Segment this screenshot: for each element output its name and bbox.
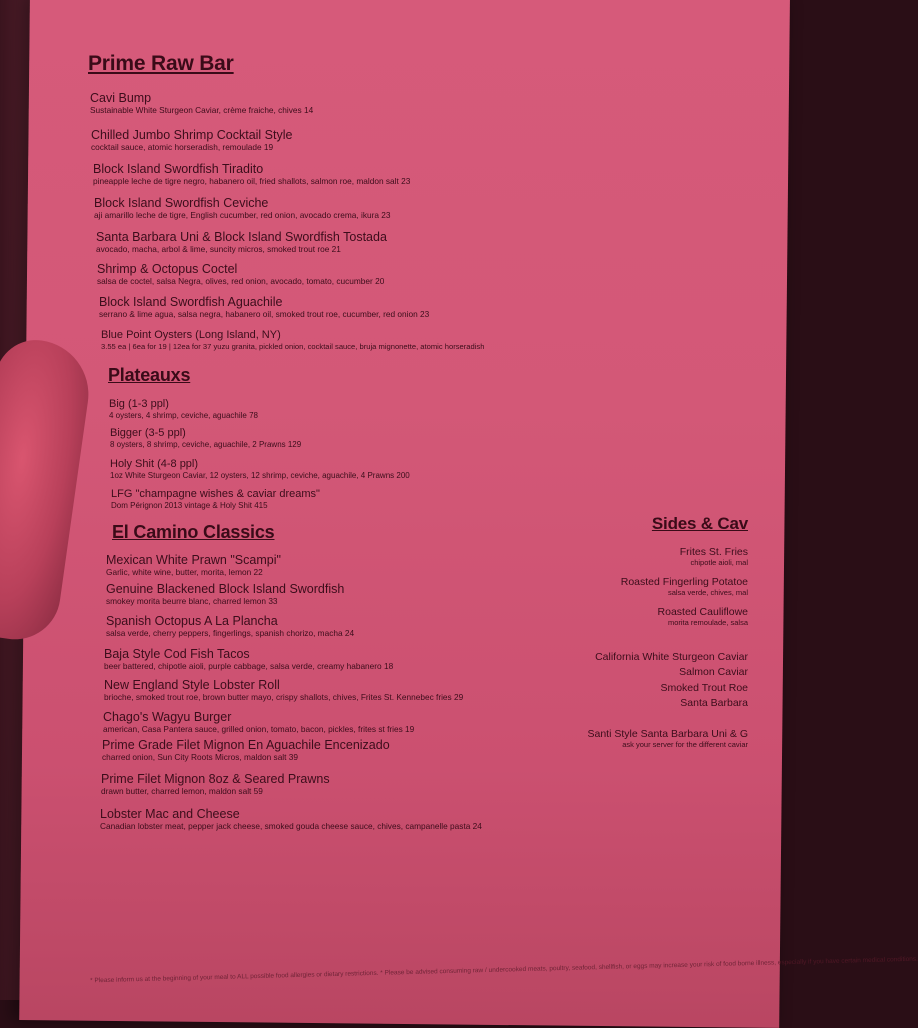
caviar-item: Salmon Caviar	[679, 666, 748, 678]
item-desc: salsa de coctel, salsa Negra, olives, red onion, avocado, tomato, cucumber 20	[97, 276, 385, 286]
item-name: Big (1-3 ppl)	[109, 398, 169, 410]
section-title-classics: El Camino Classics	[112, 522, 275, 542]
item-name: Santi Style Santa Barbara Uni & G	[587, 728, 748, 740]
item-desc: morita remoulade, salsa	[667, 618, 748, 627]
item-desc: 3.55 ea | 6ea for 19 | 12ea for 37 yuzu granita, pickled onion, cocktail sauce, bruja mignonette, atomic horseradish	[101, 342, 485, 351]
item-name: Lobster Mac and Cheese	[100, 807, 240, 821]
menu-item	[109, 397, 258, 421]
menu-item	[99, 295, 429, 319]
side-item	[621, 576, 748, 597]
item-name: Bigger (3-5 ppl)	[110, 427, 186, 439]
menu-item	[104, 647, 393, 671]
item-desc: american, Casa Pantera sauce, grilled onion, tomato, bacon, pickles, frites st fries 19	[103, 724, 415, 734]
menu-item	[110, 426, 301, 450]
item-desc: pineapple leche de tigre negro, habanero oil, fried shallots, salmon roe, maldon salt 23	[93, 176, 411, 186]
item-desc: avocado, macha, arbol & lime, suncity micros, smoked trout roe 21	[96, 244, 341, 254]
menu-item	[106, 553, 281, 577]
menu-item	[106, 582, 344, 606]
item-desc: Garlic, white wine, butter, morita, lemon 22	[106, 567, 263, 577]
menu-item	[94, 196, 391, 220]
section-title-plateaux: Plateauxs	[108, 365, 191, 385]
menu-item	[93, 162, 410, 186]
menu-item	[106, 614, 354, 638]
side-item	[680, 546, 748, 567]
item-desc: 1oz White Sturgeon Caviar, 12 oysters, 12 shrimp, ceviche, aguachile, 4 Prawns 200	[110, 471, 410, 480]
item-name: Santa Barbara Uni & Block Island Swordfish Tostada	[96, 230, 387, 244]
section-title-raw-bar: Prime Raw Bar	[88, 52, 234, 75]
menu-item	[111, 487, 320, 511]
menu-item	[97, 262, 384, 286]
item-desc: chipotle aioli, mal	[690, 558, 748, 567]
section-title-sides: Sides & Cav	[651, 514, 748, 533]
item-name: Spanish Octopus A La Plancha	[106, 614, 278, 628]
item-desc: cocktail sauce, atomic horseradish, remoulade 19	[91, 142, 274, 152]
item-desc: Sustainable White Sturgeon Caviar, crème fraiche, chives 14	[90, 105, 314, 115]
menu-item	[96, 230, 387, 254]
caviar-item: Santa Barbara	[680, 697, 748, 709]
item-desc: drawn butter, charred lemon, maldon salt 59	[101, 786, 263, 796]
menu-item	[110, 457, 410, 481]
item-name: Prime Filet Mignon 8oz & Seared Prawns	[101, 772, 330, 786]
menu-item	[91, 128, 292, 152]
item-name: Cavi Bump	[90, 91, 152, 105]
uni-item	[588, 728, 749, 749]
item-name: Prime Grade Filet Mignon En Aguachile Encenizado	[102, 738, 390, 752]
item-name: Blue Point Oysters (Long Island, NY)	[101, 329, 281, 341]
item-desc: ask your server for the different caviar	[622, 740, 748, 749]
item-desc: brioche, smoked trout roe, brown butter mayo, crispy shallots, chives, Frites St. Kennebec fries 29	[104, 692, 464, 702]
item-name: Block Island Swordfish Aguachile	[99, 295, 283, 309]
menu-item	[90, 91, 313, 115]
side-item	[658, 606, 748, 627]
menu-item	[103, 710, 414, 734]
item-name: Holy Shit (4-8 ppl)	[110, 458, 199, 470]
item-desc: salsa verde, cherry peppers, fingerlings, spanish chorizo, macha 24	[106, 628, 355, 638]
item-name: Chilled Jumbo Shrimp Cocktail Style	[91, 128, 293, 142]
item-name: New England Style Lobster Roll	[104, 678, 280, 692]
menu-item	[101, 328, 484, 352]
item-name: Mexican White Prawn "Scampi"	[106, 553, 281, 567]
item-desc: aji amarillo leche de tigre, English cucumber, red onion, avocado crema, ikura 23	[94, 210, 391, 220]
caviar-item: California White Sturgeon Caviar	[595, 651, 748, 663]
menu-item	[104, 678, 463, 702]
item-name: Baja Style Cod Fish Tacos	[104, 647, 250, 661]
item-desc: Dom Pérignon 2013 vintage & Holy Shit 415	[111, 501, 268, 510]
item-desc: salsa verde, chives, mal	[667, 588, 748, 597]
item-name: Genuine Blackened Block Island Swordfish	[106, 582, 345, 596]
caviar-item: Smoked Trout Roe	[660, 682, 748, 694]
item-name: Chago's Wagyu Burger	[103, 710, 232, 724]
item-name: LFG "champagne wishes & caviar dreams"	[111, 488, 320, 500]
item-name: Roasted Fingerling Potatoe	[620, 576, 748, 588]
menu-item	[102, 738, 390, 762]
item-desc: serrano & lime agua, salsa negra, habanero oil, smoked trout roe, cucumber, red onion 23	[99, 309, 430, 319]
item-desc: 8 oysters, 8 shrimp, ceviche, aguachile, 2 Prawns 129	[110, 440, 302, 449]
item-desc: 4 oysters, 4 shrimp, ceviche, aguachile 78	[109, 411, 258, 420]
item-desc: charred onion, Sun City Roots Micros, maldon salt 39	[102, 752, 298, 762]
item-name: Block Island Swordfish Tiradito	[93, 162, 264, 176]
item-name: Shrimp & Octopus Coctel	[97, 262, 238, 276]
item-name: Roasted Cauliflowe	[657, 606, 748, 618]
item-desc: beer battered, chipotle aioli, purple cabbage, salsa verde, creamy habanero 18	[104, 661, 394, 671]
item-desc: Canadian lobster meat, pepper jack cheese, smoked gouda cheese sauce, chives, campanelle pasta 24	[100, 821, 482, 831]
menu-item	[100, 807, 482, 831]
item-name: Block Island Swordfish Ceviche	[94, 196, 269, 210]
item-desc: smokey morita beurre blanc, charred lemon 33	[106, 596, 278, 606]
menu-item	[101, 772, 330, 796]
item-name: Frites St. Fries	[679, 546, 748, 558]
footer-disclaimer: * Please inform us at the beginning of your meal to ALL possible food allergies or dietary restrictions. * Please be advised consuming raw / undercooked meats, poultry, seafood, shellfish, or eggs may increase your risk of food borne illness, especially if you have certain medical conditions.	[90, 955, 918, 985]
